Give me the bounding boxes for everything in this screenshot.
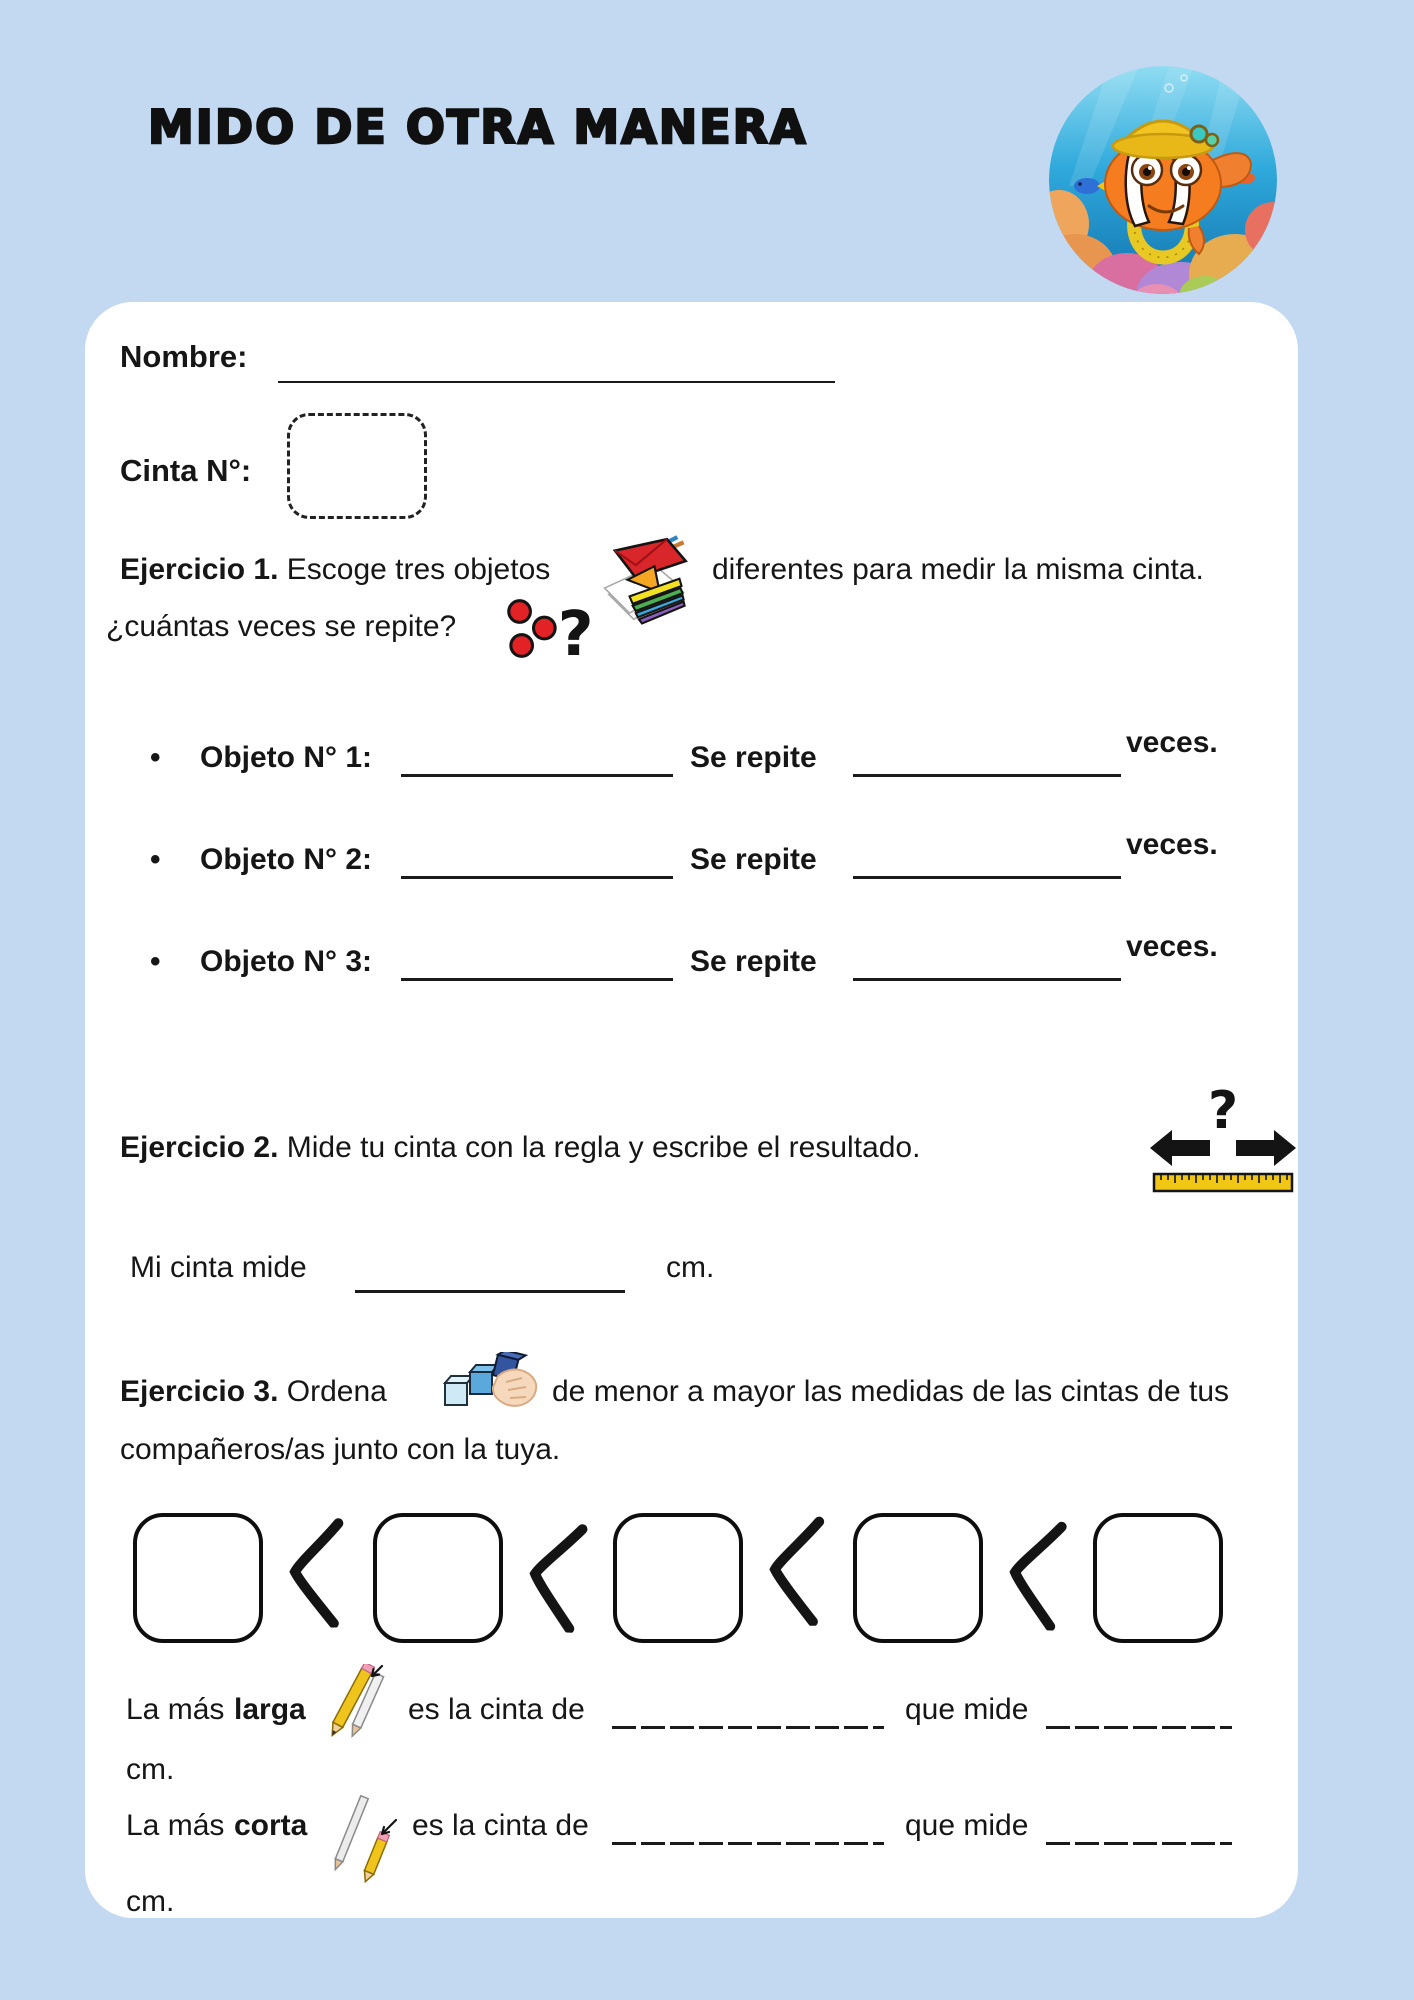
object2-label: Objeto N° 2: [200, 843, 373, 876]
ruler-question-icon [1148, 1082, 1298, 1194]
object3-label: Objeto N° 3: [200, 945, 373, 978]
exercise3-text-after: de menor a mayor las medidas de las cintas de tus [552, 1375, 1230, 1408]
name-line[interactable] [278, 381, 835, 383]
exercise1-intro [120, 552, 550, 588]
clownfish-logo [1049, 66, 1277, 294]
shortest-name-line[interactable] [612, 1842, 884, 1845]
object1-name-line[interactable] [401, 774, 673, 777]
shortest-keyword: corta [234, 1809, 308, 1842]
shortest-unit: cm. [126, 1885, 175, 1918]
longest-middle: es la cinta de [408, 1693, 585, 1726]
school-supplies-icon [590, 534, 694, 638]
object3-name-line[interactable] [401, 978, 673, 981]
name-label: Nombre: [120, 339, 248, 374]
tape-measure-unit: cm. [666, 1251, 715, 1284]
exercise3-intro [120, 1374, 387, 1410]
short-pencil-icon [334, 1794, 404, 1890]
less-than-symbol [1000, 1517, 1076, 1631]
less-than-symbol [280, 1515, 356, 1629]
longest-name-line[interactable] [612, 1726, 884, 1729]
object1-count-line[interactable] [853, 774, 1121, 777]
bullet-dot: • [150, 945, 161, 978]
object1-label: Objeto N° 1: [200, 741, 373, 774]
exercise2-intro [120, 1130, 920, 1166]
exercise3-text-before: Ordena [286, 1375, 387, 1408]
tape-number-box[interactable] [287, 413, 427, 519]
bullet-dot: • [150, 741, 161, 774]
object2-repite-label: Se repite [690, 843, 817, 876]
comparison-box-1[interactable] [133, 1513, 263, 1643]
longest-keyword: larga [234, 1693, 306, 1726]
longest-unit: cm. [126, 1753, 175, 1786]
tape-measure-prefix: Mi cinta mide [130, 1251, 307, 1284]
tape-measure-line[interactable] [355, 1290, 625, 1293]
shortest-measure-line[interactable] [1046, 1842, 1232, 1845]
exercise1-label: Ejercicio 1. [120, 553, 287, 586]
svg-text:?: ? [557, 597, 594, 662]
svg-text:?: ? [1208, 1082, 1239, 1141]
object1-veces-label: veces. [1126, 726, 1218, 759]
longest-connector: que mide [905, 1693, 1029, 1726]
comparison-box-4[interactable] [853, 1513, 983, 1643]
object3-veces-label: veces. [1126, 930, 1218, 963]
shortest-middle: es la cinta de [412, 1809, 589, 1842]
object1-repite-label: Se repite [690, 741, 817, 774]
sorting-hand-icon [440, 1352, 540, 1412]
page-title: MIDO DE OTRA MANERA [148, 100, 808, 154]
exercise1-text-before: Escoge tres objetos [286, 553, 551, 586]
long-pencil-icon [326, 1664, 390, 1750]
object3-repite-label: Se repite [690, 945, 817, 978]
clownfish-logo-art [1049, 66, 1277, 294]
object2-count-line[interactable] [853, 876, 1121, 879]
exercise1-text-after: diferentes para medir la misma cinta. [712, 553, 1204, 586]
bullet-dot: • [150, 843, 161, 876]
shortest-connector: que mide [905, 1809, 1029, 1842]
object2-name-line[interactable] [401, 876, 673, 879]
exercise1-question: ¿cuántas veces se repite? [106, 610, 457, 643]
comparison-box-5[interactable] [1093, 1513, 1223, 1643]
how-many-times-icon [506, 594, 594, 662]
comparison-box-2[interactable] [373, 1513, 503, 1643]
exercise2-label: Ejercicio 2. [120, 1131, 287, 1164]
less-than-symbol [519, 1518, 597, 1634]
exercise3-text-line2: compañeros/as junto con la tuya. [120, 1433, 561, 1466]
object2-veces-label: veces. [1126, 828, 1218, 861]
comparison-box-3[interactable] [613, 1513, 743, 1643]
object3-count-line[interactable] [853, 978, 1121, 981]
longest-measure-line[interactable] [1046, 1726, 1232, 1729]
less-than-symbol [761, 1513, 835, 1626]
shortest-prefix: La más [126, 1809, 225, 1842]
longest-prefix: La más [126, 1693, 225, 1726]
exercise2-text: Mide tu cinta con la regla y escribe el resultado. [286, 1131, 921, 1164]
exercise3-label: Ejercicio 3. [120, 1375, 287, 1408]
tape-number-label: Cinta N°: [120, 453, 252, 488]
